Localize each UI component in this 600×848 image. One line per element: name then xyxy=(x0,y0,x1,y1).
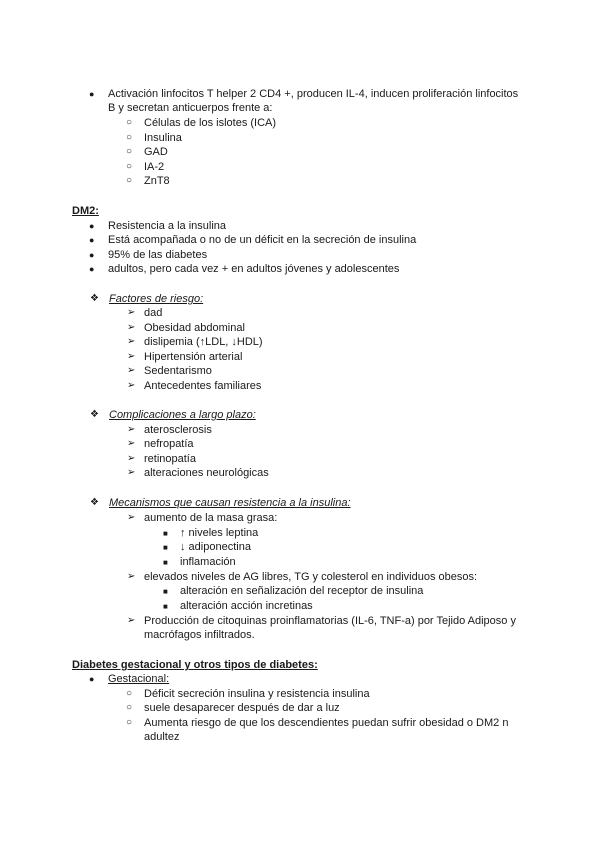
list-item: Obesidad abdominal xyxy=(144,322,245,334)
bullet-arrow: ➢ xyxy=(127,467,136,478)
text-line: B y secretan anticuerpos frente a: xyxy=(108,102,273,114)
bullet-arrow: ➢ xyxy=(127,336,136,347)
list-item: Células de los islotes (ICA) xyxy=(144,117,277,129)
bullet-circle: ○ xyxy=(126,688,133,699)
subsection-title-mecanismos: Mecanismos que causan resistencia a la insulina: xyxy=(109,497,351,509)
bullet-dot: ● xyxy=(89,264,95,274)
bullet-square: ■ xyxy=(163,529,168,538)
section-heading-dm2: DM2: xyxy=(72,205,99,217)
list-item: alteración en señalización del receptor de insulina xyxy=(180,585,424,597)
list-item: 95% de las diabetes xyxy=(108,249,208,261)
list-item: aumento de la masa grasa: xyxy=(144,512,278,524)
list-item: alteración acción incretinas xyxy=(180,600,313,612)
list-item: ↓ adiponectina xyxy=(180,541,251,553)
bullet-circle: ○ xyxy=(126,717,133,728)
list-item: ZnT8 xyxy=(144,175,170,187)
bullet-arrow: ➢ xyxy=(127,365,136,376)
list-item: IA-2 xyxy=(144,161,165,173)
bullet-arrow: ➢ xyxy=(127,322,136,333)
list-item-continuation: macrófagos infiltrados. xyxy=(144,629,255,641)
bullet-dot: ● xyxy=(89,221,95,231)
list-item: retinopatía xyxy=(144,453,196,465)
bullet-circle: ○ xyxy=(126,132,133,143)
text-line: Activación linfocitos T helper 2 CD4 +, producen IL-4, inducen proliferación linfocitos xyxy=(108,88,519,100)
section-heading-gestacional: Diabetes gestacional y otros tipos de diabetes: xyxy=(72,659,318,671)
bullet-circle: ○ xyxy=(126,161,133,172)
list-item-continuation: adultez xyxy=(144,731,180,743)
subsection-title-gestacional: Gestacional: xyxy=(108,673,170,685)
bullet-dot: ● xyxy=(89,674,95,684)
bullet-circle: ○ xyxy=(126,117,133,128)
bullet-arrow: ➢ xyxy=(127,571,136,582)
list-item: ↑ niveles leptina xyxy=(180,527,259,539)
bullet-arrow: ➢ xyxy=(127,351,136,362)
bullet-square: ■ xyxy=(163,587,168,596)
list-item: adultos, pero cada vez + en adultos jóvenes y adolescentes xyxy=(108,263,400,275)
list-item: alteraciones neurológicas xyxy=(144,467,269,479)
bullet-dot: ● xyxy=(89,250,95,260)
list-item: aterosclerosis xyxy=(144,424,212,436)
bullet-circle: ○ xyxy=(126,702,133,713)
bullet-square: ■ xyxy=(163,558,168,567)
list-item: Resistencia a la insulina xyxy=(108,220,227,232)
list-item: elevados niveles de AG libres, TG y colesterol en individuos obesos: xyxy=(144,571,478,583)
bullet-arrow: ➢ xyxy=(127,438,136,449)
bullet-circle: ○ xyxy=(126,146,133,157)
bullet-arrow: ➢ xyxy=(127,512,136,523)
bullet-diamond: ❖ xyxy=(90,293,99,304)
list-item: suele desaparecer después de dar a luz xyxy=(144,702,340,714)
list-item: Producción de citoquinas proinflamatorias (IL-6, TNF-a) por Tejido Adiposo y xyxy=(144,615,516,627)
list-item: Déficit secreción insulina y resistencia insulina xyxy=(144,688,370,700)
list-item: Aumenta riesgo de que los descendientes puedan sufrir obesidad o DM2 n xyxy=(144,717,509,729)
bullet-dot: ● xyxy=(89,89,95,99)
list-item: inflamación xyxy=(180,556,236,568)
bullet-square: ■ xyxy=(163,543,168,552)
bullet-arrow: ➢ xyxy=(127,380,136,391)
list-item: Antecedentes familiares xyxy=(144,380,262,392)
bullet-diamond: ❖ xyxy=(90,497,99,508)
bullet-diamond: ❖ xyxy=(90,409,99,420)
list-item: GAD xyxy=(144,146,168,158)
list-item: Está acompañada o no de un déficit en la secreción de insulina xyxy=(108,234,417,246)
list-item: Sedentarismo xyxy=(144,365,212,377)
bullet-arrow: ➢ xyxy=(127,307,136,318)
list-item: nefropatía xyxy=(144,438,194,450)
subsection-title-complicaciones: Complicaciones a largo plazo: xyxy=(109,409,256,421)
bullet-dot: ● xyxy=(89,235,95,245)
list-item: dad xyxy=(144,307,163,319)
bullet-arrow: ➢ xyxy=(127,453,136,464)
bullet-circle: ○ xyxy=(126,175,133,186)
list-item: Insulina xyxy=(144,132,182,144)
bullet-arrow: ➢ xyxy=(127,424,136,435)
list-item: Hipertensión arterial xyxy=(144,351,243,363)
bullet-square: ■ xyxy=(163,602,168,611)
list-item: dislipemia (↑LDL, ↓HDL) xyxy=(144,336,263,348)
bullet-arrow: ➢ xyxy=(127,615,136,626)
subsection-title-factores: Factores de riesgo: xyxy=(109,293,204,305)
